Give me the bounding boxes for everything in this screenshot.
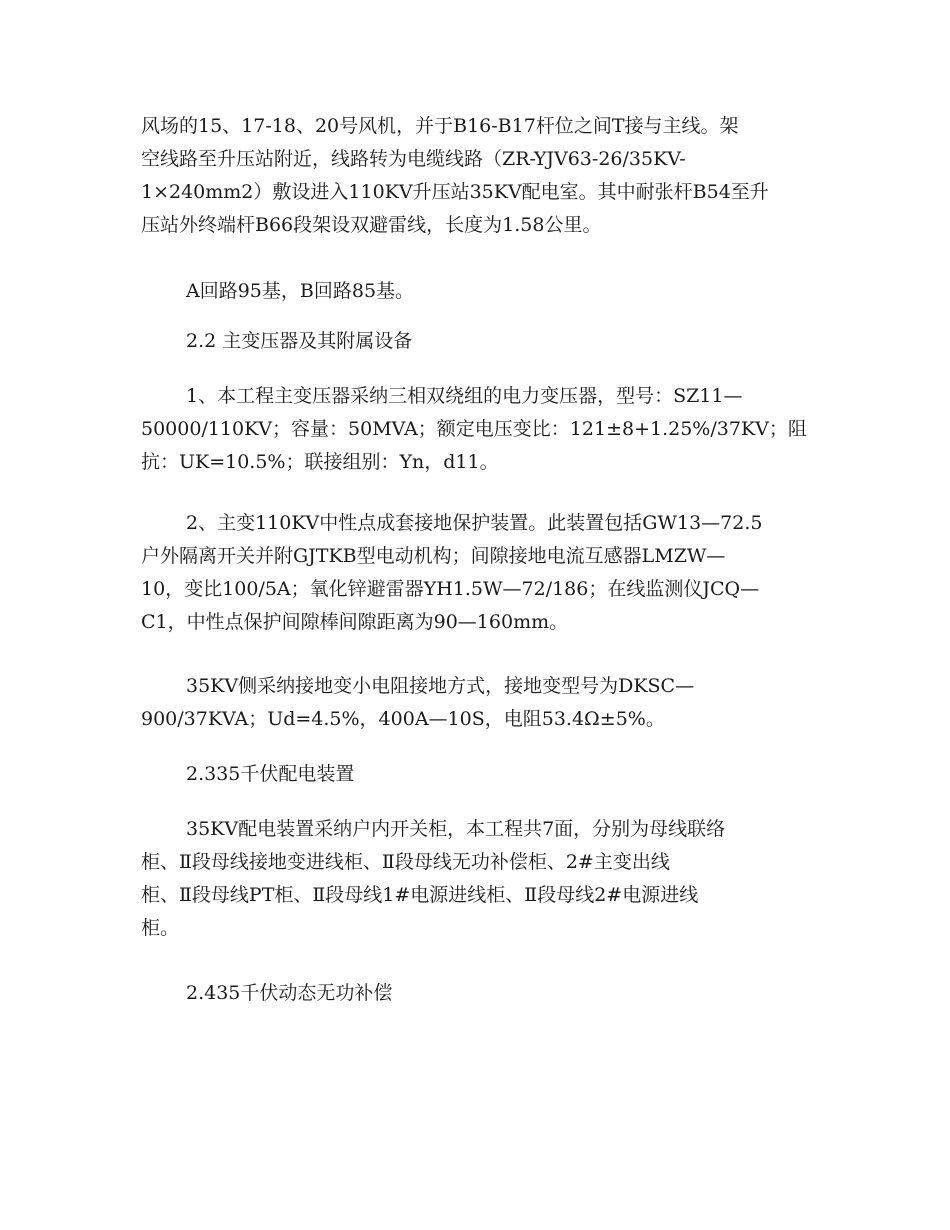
text-line: 柜。 xyxy=(141,917,180,939)
text-line: 2.2 主变压器及其附属设备 xyxy=(186,330,413,352)
text-line: C1，中性点保护间隙棒间隙距离为90—160mm。 xyxy=(141,611,569,633)
paragraph-neutral-grounding xyxy=(141,507,813,639)
text-line: 1、本工程主变压器采纳三相双绕组的电力变压器，型号：SZ11— xyxy=(186,385,743,407)
text-line: 柜、Ⅱ段母线PT柜、Ⅱ段母线1#电源进线柜、Ⅱ段母线2#电源进线 xyxy=(141,884,699,906)
paragraph-grounding-transformer xyxy=(141,670,813,736)
section-heading-2-4 xyxy=(141,977,813,1010)
text-line: 900/37KVA；Ud=4.5%，400A—10S，电阻53.4Ω±5%。 xyxy=(141,708,665,730)
text-line: 柜、Ⅱ段母线接地变进线柜、Ⅱ段母线无功补偿柜、2#主变出线 xyxy=(141,851,670,873)
text-line: 压站外终端杆B66段架设双避雷线，长度为1.58公里。 xyxy=(141,214,602,236)
text-line: A回路95基，B回路85基。 xyxy=(186,280,415,302)
text-line: 空线路至升压站附近，线路转为电缆线路（ZR-YJV63-26/35KV- xyxy=(141,148,686,170)
section-heading-2-3 xyxy=(141,758,813,791)
text-line: 1×240mm2）敷设进入110KV升压站35KV配电室。其中耐张杆B54至升 xyxy=(141,181,769,203)
text-line: 35KV侧采纳接地变小电阻接地方式，接地变型号为DKSC— xyxy=(186,675,695,697)
paragraph-overhead-line xyxy=(141,110,813,242)
section-heading-2-2 xyxy=(141,325,813,358)
text-line: 风场的15、17-18、20号风机，并于B16-B17杆位之间T接与主线。架 xyxy=(141,115,739,137)
text-line: 35KV配电装置采纳户内开关柜，本工程共7面，分别为母线联络 xyxy=(186,818,726,840)
text-line: 户外隔离开关并附GJTKB型电动机构；间隙接地电流互感器LMZW— xyxy=(141,545,726,567)
text-line: 2.435千伏动态无功补偿 xyxy=(186,982,393,1004)
text-line: 抗：UK=10.5%；联接组别：Yn，d11。 xyxy=(141,451,499,473)
paragraph-switchgear xyxy=(141,813,813,945)
text-line: 50000/110KV；容量：50MVA；额定电压变比：121±8+1.25%/37KV；阻 xyxy=(141,418,807,440)
text-line: 2.335千伏配电装置 xyxy=(186,763,355,785)
text-line: 2、主变110KV中性点成套接地保护装置。此装置包括GW13—72.5 xyxy=(186,512,763,534)
text-line: 10，变比100/5A；氧化锌避雷器YH1.5W—72/186；在线监测仪JCQ— xyxy=(141,578,760,600)
paragraph-circuit-count xyxy=(141,275,813,308)
paragraph-main-transformer xyxy=(141,380,813,479)
